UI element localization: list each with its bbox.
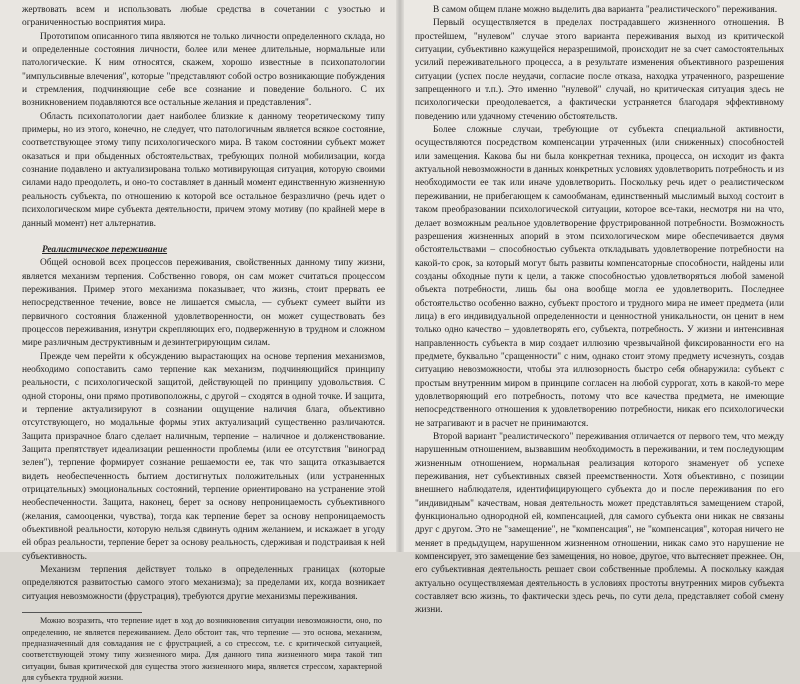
left-paragraph-6: Механизм терпения действует только в определенных границах (которые определяются развитостью самого этого механизма); за пределами их, когда возникает ситуация невозможности (фрустрация), требуются другие механизмы переживания. (22, 565, 385, 602)
left-paragraph-2: Прототипом описанного типа являются не только личности определенного склада, но и определенные состояния личности, более или менее длительные, нормальные или патологические. К ним относятся, скажем, хорошо известные в психопатологии "импульсивные влечения", которые "представляют собой остро возникающие побуждения и стремления, подчиняющие себе все сознание и поведение больного. С их возникновением подавляются все остальные желания и представления". (22, 31, 385, 109)
right-paragraph-3: Более сложные случаи, требующие от субъекта специальной активности, осуществляются посредством компенсации утраченных (или сниженных) способностей или замещения. Какова бы ни была конкретная техника, процесса, он исходит из факта актуальной невозможности в данных конкретных условиях удовлетворить потребность и из необходимости ее так или иначе удовлетворить. Поскольку речь идет о реалистическом переживании, не прибегающем к самообманам, единственный мыслимый выход состоит в таком преобразовании психологической ситуации, которое все-таки, несмотря ни на что, делает возможным реальное удовлетворение фрустрированной потребности. Возможность разрешения жизненных апорий в этом психологическом мире обеспечивается двумя обстоятельствами – способностью субъекта откладывать удовлетворение потребности на какой-то срок, за который могут быть развиты компенсаторные способности, найдены или созданы обходные пути к цели, а также способностью удовлетворяться любой заменой объекта потребности, лишь бы она вообще могла ее удовлетворить. Последнее обстоятельство особенно важно, субъект простого и трудного мира не имеет предмета (или лица) в его индивидуальной определенности и ценностной уникальности, он ценит в нем только одно качество – удовлетворять его, субъекта, потребность. У жизни и интенсивная направленность субъекта в мир создает иллюзию чрезвычайной фиксированности его на предмете, буквально "сращенности" с ним, однако стоит этому предмету исчезнуть, создав ситуацию невозможности, чтобы эта иллюзорность быстро себя обнаружила: субъект с простым внутренним миром в принципе согласен на любой суррогат, хоть в какой-то мере удовлетворяющий его потребность, потому что все качества предмета, не имеющие непосредственного отношения к удовлетворению потребности, никак его психологически не затрагивают и в расчет не принимаются. (415, 125, 784, 429)
right-paragraph-1: В самом общем плане можно выделить два варианта "реалистического" переживания. (433, 5, 778, 15)
left-paragraph-1: жертвовать всем и использовать любые средства в сочетании с узостью и ограниченностью восприятия мира. (22, 5, 385, 29)
footnote-text: Можно возразить, что терпение идет в ход до возникновения ситуации невозможности, оно, по определению, не является переживанием. Дело обстоит так, что терпение — это основа, механизм, предназначенный для совладания не с фрустрацией, а со стрессом, т.е. с критической ситуацией, соответствующей этому типу жизненного мира. Для данного типа жизненного мира такой тип ситуации, бывая критической для существа этого жизненного мира, является стрессом, характерной для субъекта трудной жизни. (22, 616, 382, 683)
section-heading-text: Реалистическое переживание (42, 244, 168, 255)
left-paragraph-3: Область психопатологии дает наиболее близкие к данному теоретическому типу примеры, но из этого, конечно, не следует, что патологичным является всякое состояние, соответствующее этому типу психологического мира. В таком состоянии субъект может оказаться и при обыденных обстоятельствах, требующих полной мобилизации, когда сознание подавлено и актуализирована только мотивирующая ситуация, которую своими силами надо преодолеть, и оно-то составляет в данный момент единственную жизненную реальность субъекта, по отношению к которой все остальное безразлично (речь идет о психологическом мире субъекта деятельности, причем этому мотиву (по крайней мере в данный момент) нет альтернатив. (22, 111, 385, 229)
right-paragraph-4: Второй вариант "реалистического" переживания отличается от первого тем, что между нарушенным отношением, вызвавшим необходимость в переживании, и тем последующим жизненным отношением, нормальная реализация которого знаменует об успехе переживания, нет субъективных связей преемственности. Хотя объективно, с позиции внешнего наблюдателя, идентифицирующего субъекта до и после переживания по его "индивидным" качествам, новая деятельность может представляться замещением старой, функционально однородной ей, компенсацией, для самого субъекта они никак не связаны друг с другом. Это не "замещение", не "компенсация", не "компенсация", которая ничего не меняет в предыдущем, нарушенном жизненном отношении, никак само это нарушение не компенсирует, это замещение без замещения, но новое, другое, что вытесняет прежнее. Он, его субъективная деятельность решает свои собственные проблемы. А поскольку каждая актуально осуществляемая деятельность в условиях простоты внутренних миров субъекта составляет всю жизнь, то фактически здесь речь, по сути дела, представляет собой смену жизни. (415, 432, 784, 616)
left-paragraph-5: Прежде чем перейти к обсуждению вырастающих на основе терпения механизмов, необходимо сопоставить само терпение как механизм, подчиняющийся принципу реальности, с психологической защитой, действующей по принципу удовольствия. С одной стороны, они прямо противоположны, с другой – сходятся в одной точке. И защита, и терпение актуализируют в сознании ощущение наличия блага, объективно отсутствующего, но модальные формы этих актуализаций существенно различаются. Защита призрачное благо сделает наличным, терпение – наличное и долженствование. Защита препятствует идеализации решенности проблемы (или ее отсутствия "виноград зелен"), терпение формирует сознание решаемости ее, так что защита отказывается видеть необеспеченность бытием достигнутых положительных (или устраненных отрицательных) эмоциональных состояний, терпение ориентировано на устранение этой необеспеченности. Защита, наконец, берет за основу непроницаемость субъективного (желания, самооценки, чувства), тогда как терпение берет за основу непроницаемость объективной реальности, которую нельзя сдвинуть одним желанием, и искажает в угоду ей образ реальности, терпение берет за основу реальность, сдерживая и подстраивая к ней субъективность. (22, 351, 385, 562)
left-paragraph-4: Общей основой всех процессов переживания, свойственных данному типу жизни, является механизм терпения. Собственно говоря, он сам может считаться процессом переживания. Пример этого механизма показывает, что жизнь, стоит прервать ее непосредственное течение, вовсе не лишается смысла, — субъект сумеет выйти из первичного состояния блаженной удовлетворенности, он может существовать без процессов переживания, изнутри скрепляющих его, подверженную в трудном и сложном мире различным деструктивным и дезинтегрирующим силам. (22, 258, 385, 349)
right-page (399, 0, 800, 616)
left-page (0, 0, 399, 683)
book-gutter (396, 0, 404, 552)
right-paragraph-2: Первый осуществляется в пределах пострадавшего жизненного отношения. В простейшем, "нулевом" случае этого варианта переживания выход из критической ситуации, субъективно кажущейся неразрешимой, происходит не за счет самостоятельных усилий переживательного процесса, а в результате изменения объективного разрешения ситуации (успех после неудачи, согласие после отказа, находка утраченного, разрешение запрещенного и т.п.). Это именно "нулевой" случай, но критическая ситуация здесь не психологически преодолевается, а фактически устраняется благодаря эффективному поведению или удачному стечению обстоятельств. (415, 18, 784, 122)
spacer (22, 231, 385, 244)
section-heading (22, 244, 385, 257)
